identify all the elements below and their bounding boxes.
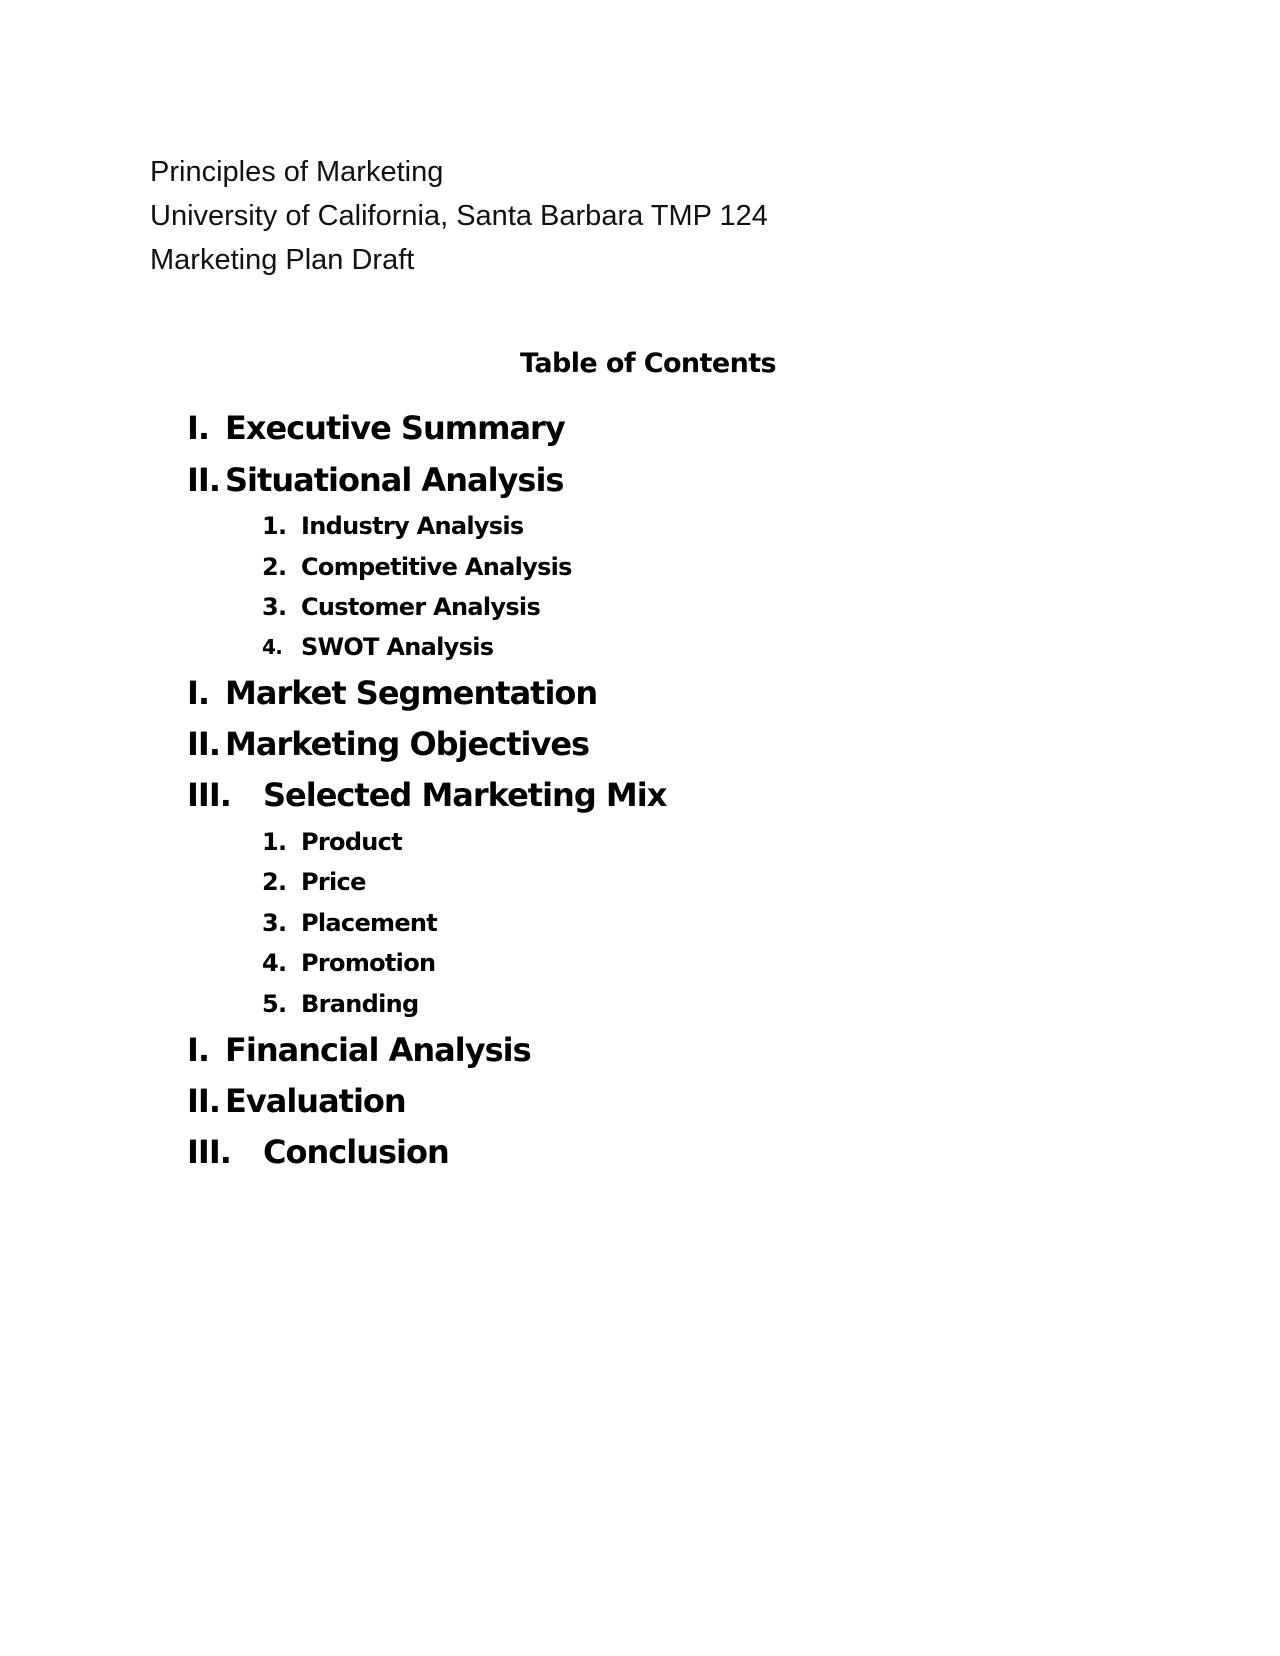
subsection-title: Industry Analysis — [301, 512, 524, 540]
document-header — [150, 150, 768, 282]
section-number: II. — [187, 461, 220, 499]
section-title: Conclusion — [263, 1133, 449, 1171]
section-title: Evaluation — [225, 1082, 406, 1120]
section-number: I. — [187, 409, 210, 447]
section-number: III. — [187, 776, 231, 814]
section-number: I. — [187, 1031, 210, 1069]
university-line: University of California, Santa Barbara TMP 124 — [150, 200, 768, 232]
document-type: Marketing Plan Draft — [150, 244, 415, 276]
section-title: Situational Analysis — [225, 461, 564, 499]
toc-heading — [0, 346, 1280, 382]
section-number: II. — [187, 1082, 220, 1120]
subsection-number: 1. — [262, 828, 287, 856]
subsection-title: Competitive Analysis — [301, 553, 572, 581]
subsection-number: 3. — [262, 593, 287, 621]
subsection-number: 3. — [262, 909, 287, 937]
subsection-number: 5. — [262, 990, 287, 1018]
subsection-number: 2. — [262, 553, 287, 581]
section-title: Financial Analysis — [225, 1031, 531, 1069]
section-number: II. — [187, 725, 220, 763]
subsection-title: Customer Analysis — [301, 593, 541, 621]
subsection-title: Price — [301, 868, 366, 896]
section-title: Market Segmentation — [225, 674, 598, 712]
section-title: Selected Marketing Mix — [263, 776, 667, 814]
subsection-title: SWOT Analysis — [301, 633, 494, 661]
course-name: Principles of Marketing — [150, 156, 444, 188]
subsection-number: 4. — [262, 635, 283, 659]
subsection-title: Branding — [301, 990, 419, 1018]
subsection-title: Promotion — [301, 949, 436, 977]
subsection-number: 2. — [262, 868, 287, 896]
subsection-number: 1. — [262, 512, 287, 540]
subsection-number: 4. — [262, 949, 287, 977]
section-number: III. — [187, 1133, 231, 1171]
section-title: Marketing Objectives — [225, 725, 590, 763]
subsection-title: Product — [301, 828, 402, 856]
section-title: Executive Summary — [225, 409, 565, 447]
subsection-title: Placement — [301, 909, 438, 937]
section-number: I. — [187, 674, 210, 712]
toc-title-text: Table of Contents — [520, 348, 776, 379]
